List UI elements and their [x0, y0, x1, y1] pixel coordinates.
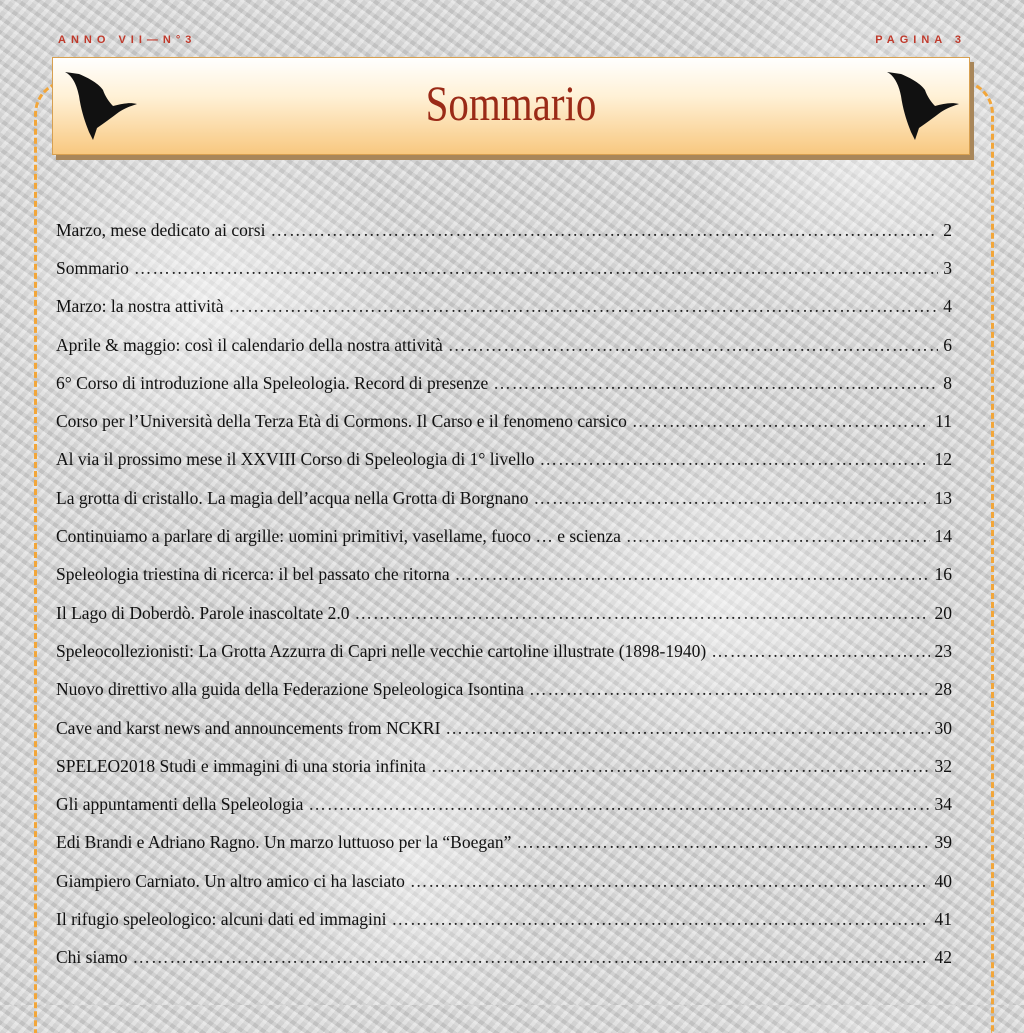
toc-entry-title: Edi Brandi e Adriano Ragno. Un marzo luttuoso per la “Boegan”: [56, 832, 512, 853]
toc-entry[interactable]: [56, 632, 952, 670]
toc-entry-page: 20: [934, 602, 952, 623]
toc-entry-title: Chi siamo: [56, 947, 128, 968]
toc-entry-title: Marzo, mese dedicato ai corsi: [56, 219, 266, 240]
toc-entry-page: 39: [934, 832, 952, 853]
toc-entry-title: Speleocollezionisti: La Grotta Azzurra di Capri nelle vecchie cartoline illustrate (1898-1940): [56, 640, 707, 661]
toc-entry[interactable]: [56, 441, 952, 479]
dot-leader: [516, 832, 929, 853]
toc-entry[interactable]: [56, 402, 952, 440]
dot-leader: [391, 909, 929, 930]
toc-entry-title: Continuiamo a parlare di argille: uomini primitivi, vasellame, fuoco … e scienza: [56, 526, 621, 547]
toc-entry[interactable]: [56, 747, 952, 785]
page-number-label: PAGINA 3: [875, 34, 966, 46]
dot-leader: [493, 373, 938, 394]
dot-leader: [626, 526, 930, 547]
toc-entry-title: Corso per l’Università della Terza Età di Cormons. Il Carso e il fenomeno carsico: [56, 411, 627, 432]
dot-leader: [270, 220, 938, 241]
toc-entry-title: SPELEO2018 Studi e immagini di una storia infinita: [56, 755, 426, 776]
toc-entry[interactable]: [56, 249, 952, 287]
toc-entry[interactable]: [56, 211, 952, 249]
dot-leader: [134, 258, 938, 279]
toc-entry-title: Speleologia triestina di ricerca: il bel passato che ritorna: [56, 564, 450, 585]
toc-entry-title: Marzo: la nostra attività: [56, 296, 224, 317]
toc-entry-page: 2: [943, 219, 952, 240]
toc-entry-page: 23: [934, 640, 952, 661]
toc-entry-title: Il Lago di Doberdò. Parole inascoltate 2.0: [56, 602, 350, 623]
toc-entry-title: Al via il prossimo mese il XXVIII Corso di Speleologia di 1° livello: [56, 449, 535, 470]
toc-entry-page: 41: [934, 908, 952, 929]
dot-leader: [229, 296, 939, 317]
toc-entry-page: 4: [943, 296, 952, 317]
toc-entry-page: 6: [943, 334, 952, 355]
toc-entry[interactable]: [56, 939, 952, 977]
toc-entry-page: 12: [934, 449, 952, 470]
toc-entry-page: 8: [943, 372, 952, 393]
toc-entry-title: 6° Corso di introduzione alla Speleologia. Record di presenze: [56, 372, 489, 393]
table-of-contents: [56, 211, 952, 977]
issue-label: ANNO VII—N°3: [58, 34, 197, 46]
toc-entry-page: 16: [934, 564, 952, 585]
toc-entry[interactable]: [56, 709, 952, 747]
toc-entry-title: Giampiero Carniato. Un altro amico ci ha lasciato: [56, 870, 405, 891]
dot-leader: [711, 641, 929, 662]
dot-leader: [132, 947, 929, 968]
dot-leader: [431, 756, 930, 777]
toc-entry-title: Nuovo direttivo alla guida della Federazione Speleologica Isontina: [56, 679, 524, 700]
page-title: Sommario: [425, 75, 597, 131]
toc-entry-page: 3: [943, 257, 952, 278]
toc-entry-page: 32: [934, 755, 952, 776]
dot-leader: [355, 603, 930, 624]
toc-entry[interactable]: [56, 594, 952, 632]
dot-leader: [410, 871, 930, 892]
toc-entry-title: Cave and karst news and announcements from NCKRI: [56, 717, 441, 738]
toc-entry-title: La grotta di cristallo. La magia dell’acqua nella Grotta di Borgnano: [56, 487, 529, 508]
dot-leader: [308, 794, 929, 815]
dot-leader: [455, 564, 930, 585]
toc-entry[interactable]: [56, 900, 952, 938]
dot-leader: [632, 411, 930, 432]
page-header: [58, 34, 966, 46]
toc-entry-page: 42: [934, 947, 952, 968]
toc-entry[interactable]: [56, 785, 952, 823]
toc-entry-page: 14: [934, 526, 952, 547]
toc-entry-title: Aprile & maggio: così il calendario della nostra attività: [56, 334, 443, 355]
toc-entry-page: 28: [934, 679, 952, 700]
toc-entry[interactable]: [56, 671, 952, 709]
toc-entry-title: Sommario: [56, 257, 129, 278]
toc-entry-page: 40: [934, 870, 952, 891]
bat-icon: [59, 66, 139, 146]
toc-entry[interactable]: [56, 824, 952, 862]
title-banner: [52, 57, 970, 155]
toc-entry-title: Gli appuntamenti della Speleologia: [56, 794, 304, 815]
toc-entry-title: Il rifugio speleologico: alcuni dati ed immagini: [56, 908, 387, 929]
toc-entry[interactable]: [56, 288, 952, 326]
dot-leader: [445, 718, 929, 739]
toc-entry[interactable]: [56, 479, 952, 517]
toc-entry[interactable]: [56, 862, 952, 900]
toc-entry[interactable]: [56, 556, 952, 594]
toc-entry[interactable]: [56, 326, 952, 364]
toc-entry-page: 30: [934, 717, 952, 738]
dot-leader: [448, 335, 938, 356]
dot-leader: [539, 449, 929, 470]
toc-entry-page: 13: [934, 487, 952, 508]
toc-entry[interactable]: [56, 364, 952, 402]
toc-entry-page: 11: [935, 411, 952, 432]
toc-entry-page: 34: [934, 794, 952, 815]
bat-icon: [881, 66, 961, 146]
dot-leader: [529, 679, 930, 700]
dot-leader: [534, 488, 930, 509]
toc-entry[interactable]: [56, 517, 952, 555]
